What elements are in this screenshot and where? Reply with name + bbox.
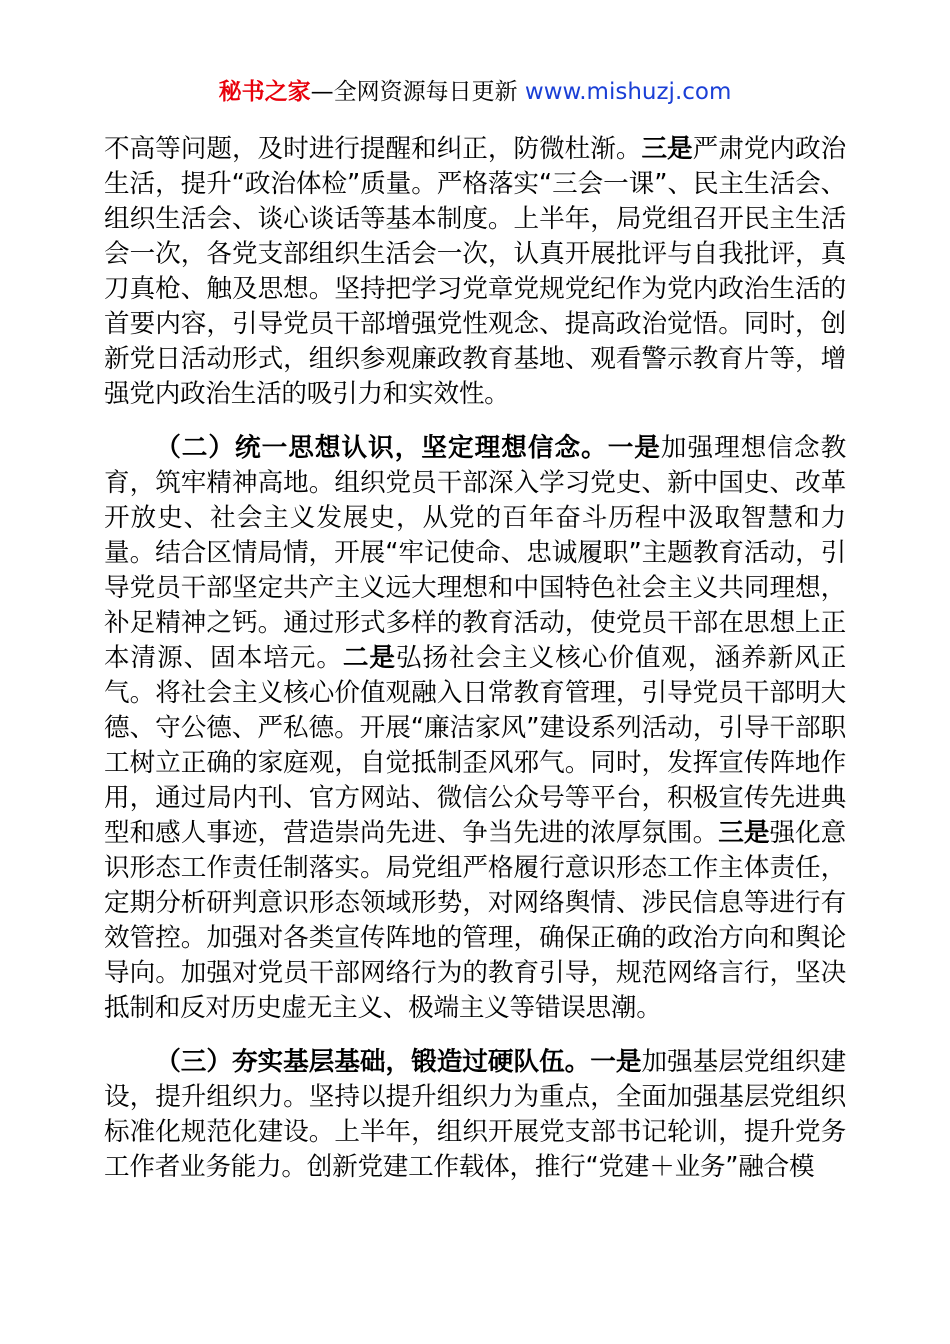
paragraph-text: 加强基层党组织建设，提升组织力。坚持以提升组织力为重点，全面加强基层党组织标准化规范化建设。上半年，组织开展党支部书记轮训，提升党务工作者业务能力。创新党建工作载体，推行“党建＋业务”融合模 (104, 1047, 846, 1182)
website-link[interactable]: www.mishuzj.com (524, 79, 732, 105)
paragraph-section-2 (104, 431, 846, 1026)
page-header (104, 74, 846, 110)
section-heading: （二）统一思想认识，坚定理想信念。 (155, 433, 608, 463)
paragraph-section-3 (104, 1045, 846, 1185)
paragraph-text: 加强理想信念教育，筑牢精神高地。组织党员干部深入学习党史、新中国史、改革开放史、社会主义发展史，从党的百年奋斗历程中汲取智慧和力量。结合区情局情，开展“牢记使命、忠诚履职”主题教育活动，引导党员干部坚定共产主义远大理想和中国特色社会主义共同理想，补足精神之钙。通过形式多样的教育活动，使党员干部在思想上正本清源、固本培元。 (104, 433, 846, 673)
keyword-marker: 一是 (590, 1047, 642, 1077)
paragraph-text: 弘扬社会主义核心价值观，涵养新风正气。将社会主义核心价值观融入日常教育管理，引导党员干部明大德、守公德、严私德。开展“廉洁家风”建设系列活动，引导干部职工树立正确的家庭观，自觉抵制歪风邪气。同时，发挥宣传阵地作用，通过局内刊、官方网站、微信公众号等平台，积极宣传先进典型和感人事迹，营造崇尚先进、争当先进的浓厚氛围。 (104, 643, 846, 848)
paragraph-continuation (104, 132, 846, 412)
keyword-marker: 三是 (641, 134, 693, 164)
keyword-marker: 二是 (342, 643, 396, 673)
paragraph-text: 强化意识形态工作责任制落实。局党组严格履行意识形态工作主体责任，定期分析研判意识形态领域形势，对网络舆情、涉民信息等进行有效管控。加强对各类宣传阵地的管理，确保正确的政治方向和舆论导向。加强对党员干部网络行为的教育引导，规范网络言行，坚决抵制和反对历史虚无主义、极端主义等错误思潮。 (104, 818, 846, 1023)
paragraph-text: 严肃党内政治生活，提升“政治体检”质量。严格落实“三会一课”、民主生活会、组织生活会、谈心谈话等基本制度。上半年，局党组召开民主生活会一次，各党支部组织生活会一次，认真开展批评与自我批评，真刀真枪、触及思想。坚持把学习党章党规党纪作为党内政治生活的首要内容，引导党员干部增强党性观念、提高政治觉悟。同时，创新党日活动形式，组织参观廉政教育基地、观看警示教育片等，增强党内政治生活的吸引力和实效性。 (104, 134, 846, 409)
brand-name: 秘书之家 (218, 79, 311, 105)
section-heading: （三）夯实基层基础，锻造过硬队伍。 (155, 1047, 591, 1077)
keyword-marker: 一是 (607, 433, 661, 463)
header-tagline: —全网资源每日更新 (310, 79, 525, 105)
paragraph-text: 不高等问题，及时进行提醒和纠正，防微杜渐。 (104, 134, 642, 164)
keyword-marker: 三是 (718, 818, 770, 848)
